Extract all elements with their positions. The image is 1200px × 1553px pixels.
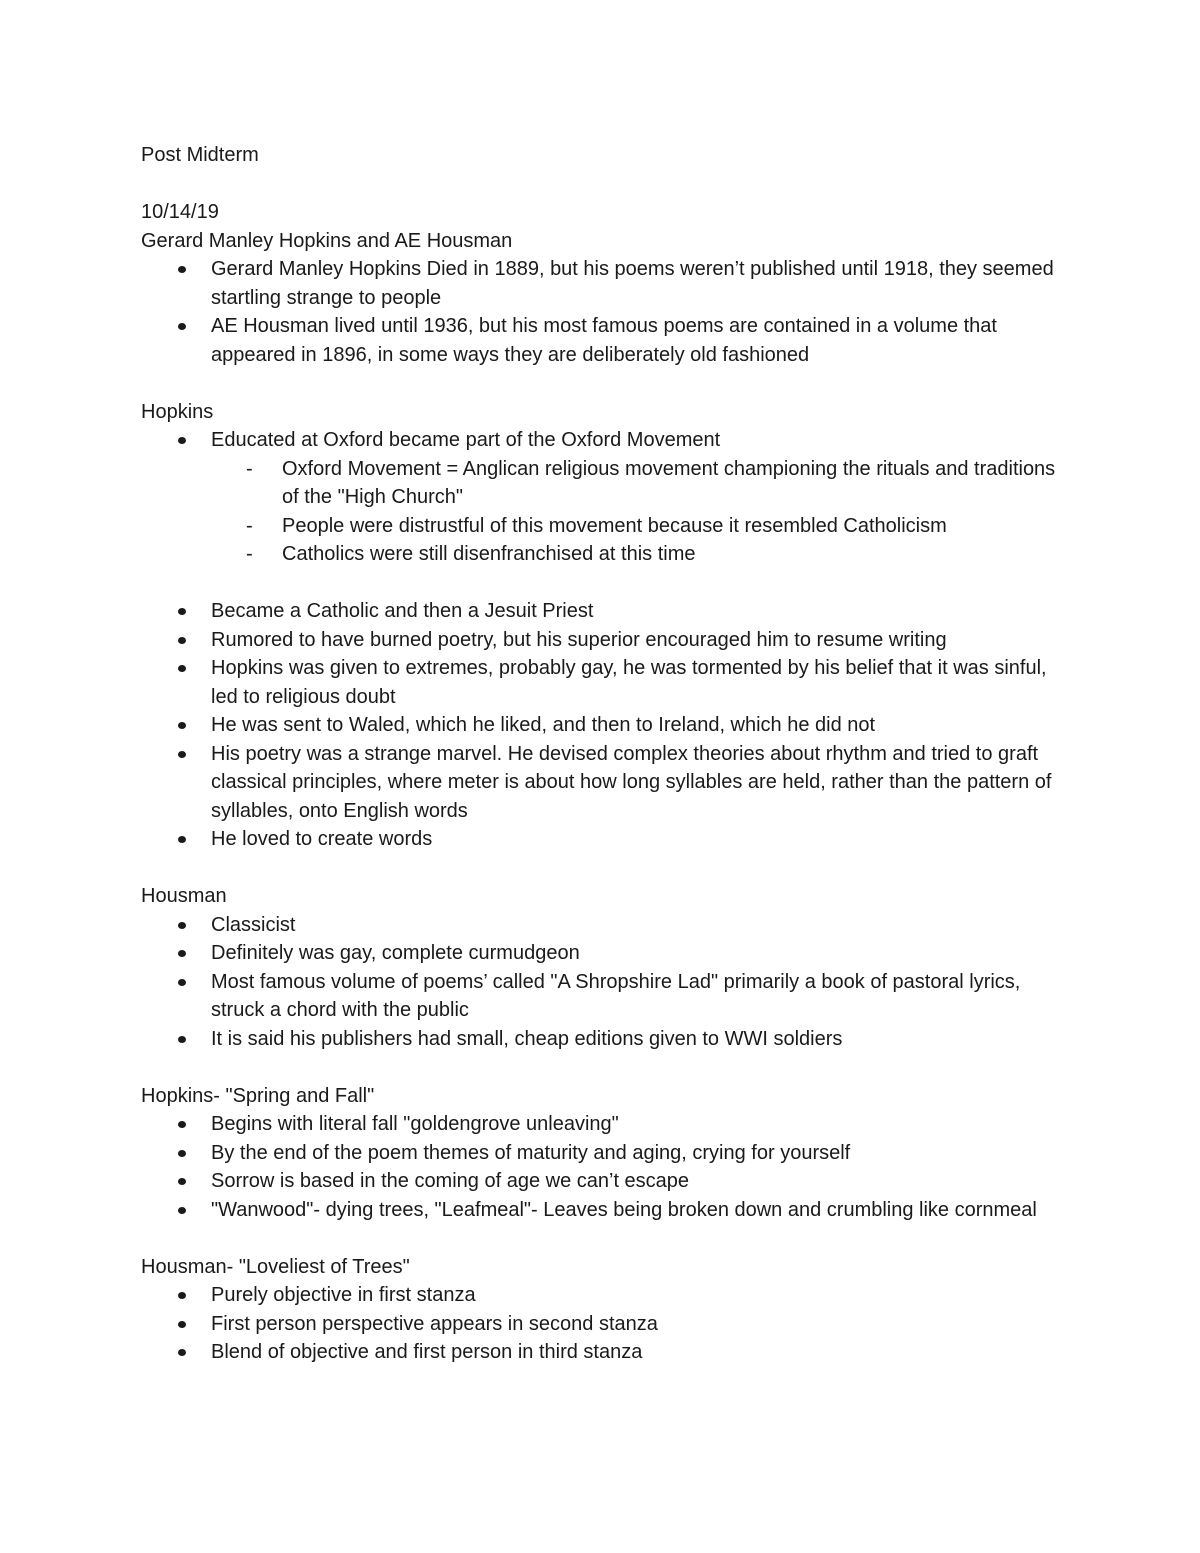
sub-list-item <box>246 540 1071 569</box>
bullet-icon <box>178 722 186 729</box>
list-item <box>211 255 1071 312</box>
dash-marker: - <box>246 543 253 565</box>
list-item <box>211 426 1071 569</box>
list-item-text: Hopkins was given to extremes, probably gay, he was tormented by his belief that it was sinful, led to religious doubt <box>211 657 1047 708</box>
blank-line <box>141 854 1071 883</box>
bullet-icon <box>178 1121 186 1128</box>
list-item-text: Classicist <box>211 913 296 936</box>
list-item-text: He loved to create words <box>211 828 433 850</box>
bullet-icon <box>178 950 186 957</box>
list-item <box>211 740 1071 826</box>
list-item-text: AE Housman lived until 1936, but his most famous poems are contained in a volume that appeared in 1896, in some ways they are deliberately old fashioned <box>211 315 997 366</box>
bullet-icon <box>178 1321 186 1328</box>
bullet-icon <box>178 836 186 843</box>
list-item <box>211 939 1071 968</box>
list-item-text: Became a Catholic and then a Jesuit Priest <box>211 600 594 622</box>
blank-line <box>141 369 1071 398</box>
list-item-text: Gerard Manley Hopkins Died in 1889, but his poems weren’t published until 1918, they seemed startling strange to people <box>211 258 1054 309</box>
list-item-text: Blend of objective and first person in third stanza <box>211 1341 643 1363</box>
bullet-icon <box>178 1292 186 1299</box>
bullet-icon <box>178 1036 186 1043</box>
list-item <box>211 1139 1071 1168</box>
blank-line <box>141 170 1071 199</box>
bullet-icon <box>178 665 186 672</box>
blank-line <box>141 1053 1071 1082</box>
loveliest-of-trees-list <box>141 1281 1071 1367</box>
sub-list-item-text: Oxford Movement = Anglican religious movement championing the rituals and traditions of the "High Church" <box>282 457 1056 508</box>
section-heading-loveliest-of-trees: Housman- "Loveliest of Trees" <box>141 1255 410 1278</box>
list-item-text: Begins with literal fall "goldengrove unleaving" <box>211 1113 619 1135</box>
list-item <box>211 968 1071 1025</box>
list-item-text: Most famous volume of poems’ called "A Shropshire Lad" primarily a book of pastoral lyrics, struck a chord with the public <box>211 970 1021 1021</box>
document-page <box>141 141 1071 1367</box>
housman-list <box>141 911 1071 1054</box>
bullet-icon <box>178 1349 186 1356</box>
sub-list-item <box>246 512 1071 541</box>
list-item-text: Purely objective in first stanza <box>211 1284 476 1306</box>
section-heading-intro: Gerard Manley Hopkins and AE Housman <box>141 229 513 252</box>
section-heading-spring-and-fall: Hopkins- "Spring and Fall" <box>141 1084 375 1107</box>
bullet-icon <box>178 608 186 615</box>
dash-marker: - <box>246 514 253 537</box>
list-item <box>211 654 1071 711</box>
section-heading-housman: Housman <box>141 885 227 907</box>
list-item <box>211 1196 1071 1225</box>
bullet-icon <box>178 637 186 644</box>
bullet-icon <box>178 979 186 986</box>
list-item <box>211 911 1071 940</box>
bullet-icon <box>178 266 186 273</box>
page-title: Post Midterm <box>141 144 259 166</box>
bullet-icon <box>178 751 186 758</box>
dash-marker: - <box>246 457 253 480</box>
list-item <box>211 825 1071 854</box>
list-item <box>211 626 1071 655</box>
bullet-icon <box>178 323 186 330</box>
intro-list <box>141 255 1071 369</box>
list-item-text: His poetry was a strange marvel. He devised complex theories about rhythm and tried to graft classical principles, where meter is about how long syllables are held, rather than the pattern of syllables, onto English words <box>211 742 1052 822</box>
list-item <box>211 1310 1071 1339</box>
sub-list-item-text: Catholics were still disenfranchised at this time <box>282 543 696 565</box>
list-item <box>211 1025 1071 1054</box>
sub-list-item <box>246 455 1071 512</box>
list-item-text: Educated at Oxford became part of the Oxford Movement <box>211 429 721 451</box>
list-item-text: "Wanwood"- dying trees, "Leafmeal"- Leaves being broken down and crumbling like cornmeal <box>211 1198 1037 1221</box>
list-item <box>211 1110 1071 1139</box>
date-line: 10/14/19 <box>141 201 219 223</box>
list-item-text: Sorrow is based in the coming of age we can’t escape <box>211 1170 690 1192</box>
list-item <box>211 1281 1071 1310</box>
bullet-icon <box>178 1150 186 1157</box>
section-heading-hopkins: Hopkins <box>141 400 214 423</box>
hopkins-list <box>141 426 1071 569</box>
bullet-icon <box>178 1207 186 1214</box>
list-item-text: By the end of the poem themes of maturity and aging, crying for yourself <box>211 1141 851 1164</box>
list-item <box>211 1338 1071 1367</box>
list-item-text: Definitely was gay, complete curmudgeon <box>211 942 580 964</box>
bullet-icon <box>178 437 186 444</box>
spring-and-fall-list <box>141 1110 1071 1224</box>
list-item <box>211 1167 1071 1196</box>
list-item-text: He was sent to Waled, which he liked, and then to Ireland, which he did not <box>211 714 876 736</box>
hopkins-list-continued <box>141 597 1071 854</box>
list-item <box>211 597 1071 626</box>
list-item-text: It is said his publishers had small, cheap editions given to WWI soldiers <box>211 1027 843 1050</box>
list-item-text: Rumored to have burned poetry, but his superior encouraged him to resume writing <box>211 628 947 651</box>
list-item <box>211 711 1071 740</box>
list-item-text: First person perspective appears in second stanza <box>211 1312 658 1335</box>
blank-line <box>141 1224 1071 1253</box>
list-item <box>211 312 1071 369</box>
sub-list-item-text: People were distrustful of this movement because it resembled Catholicism <box>282 514 947 537</box>
bullet-icon <box>178 922 186 929</box>
sub-list <box>211 455 1071 569</box>
blank-line <box>141 569 1071 598</box>
bullet-icon <box>178 1178 186 1185</box>
